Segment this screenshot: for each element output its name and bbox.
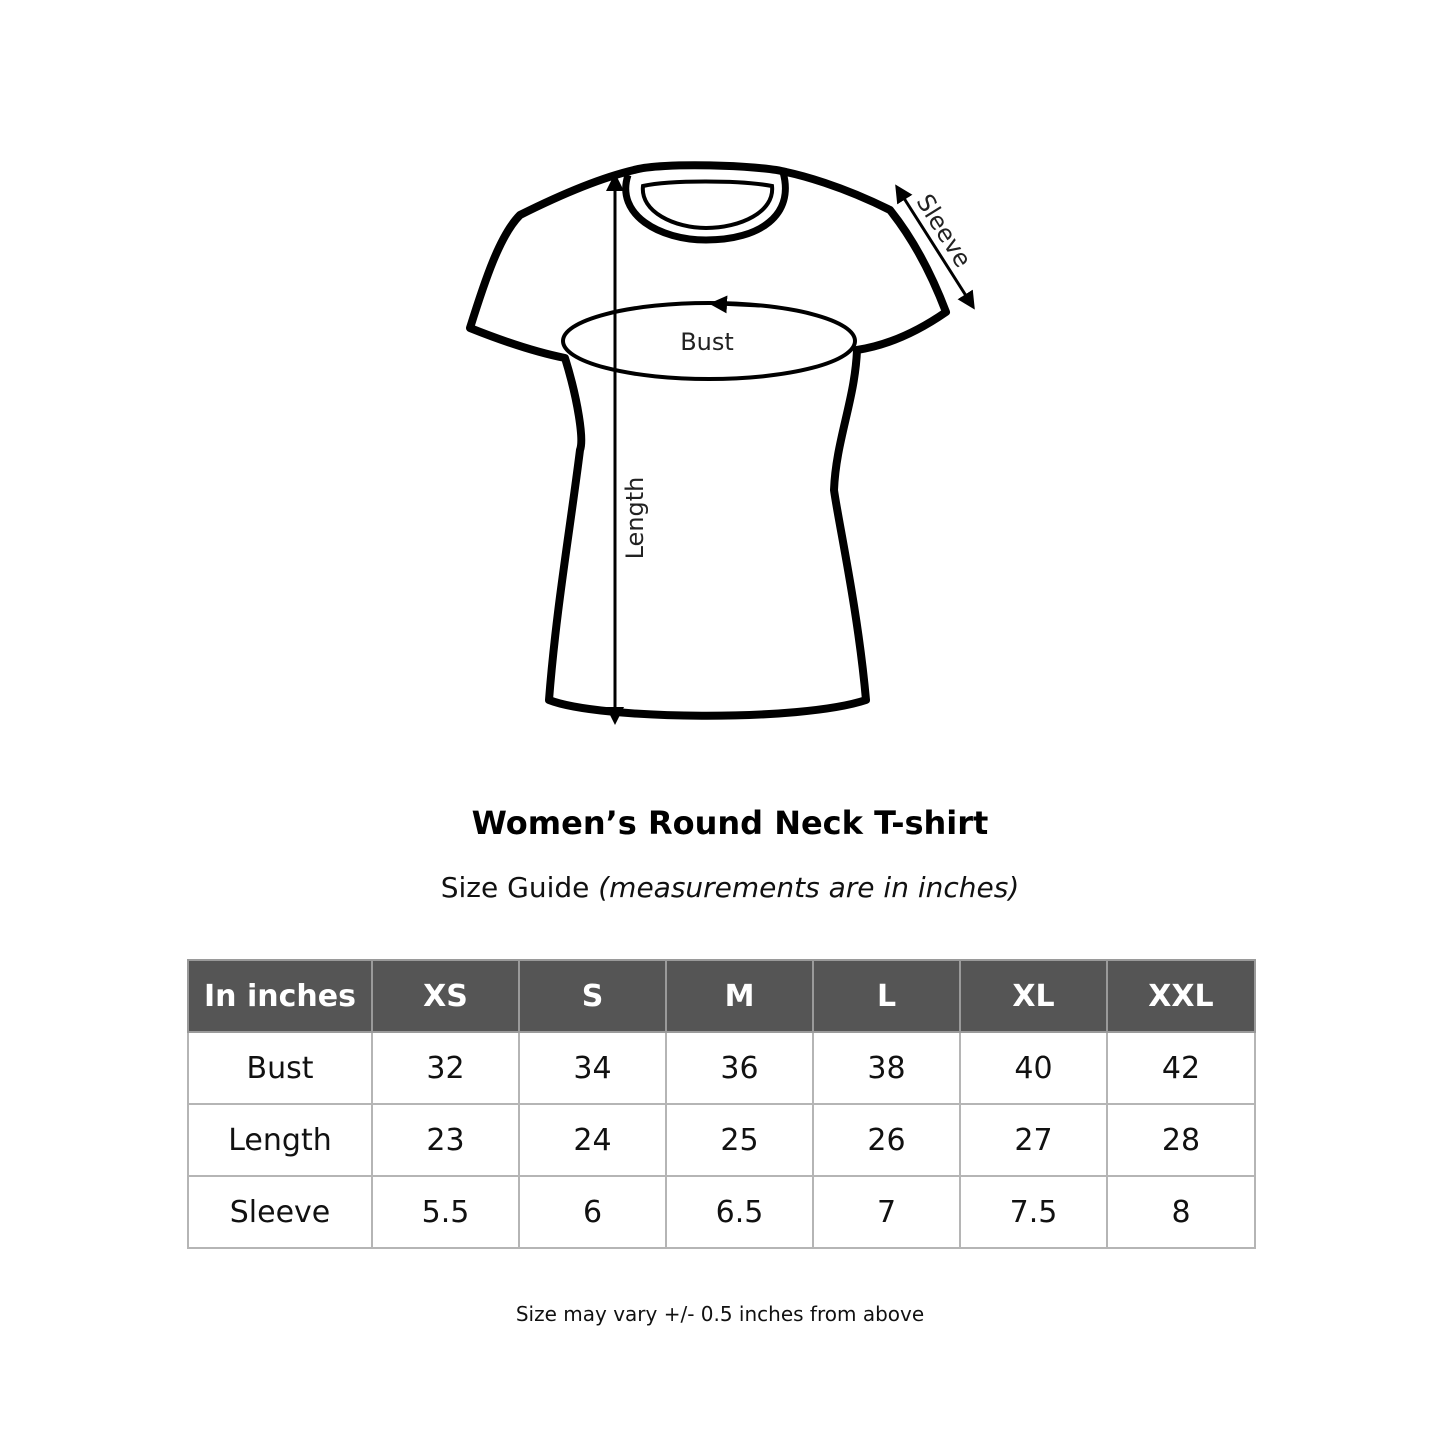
header-cell-m: M [666, 960, 813, 1032]
table-cell: 7 [813, 1176, 960, 1248]
bust-arrow [718, 304, 760, 306]
table-row [188, 1104, 1255, 1176]
length-label: Length [621, 476, 649, 560]
row-label: Length [188, 1104, 372, 1176]
tshirt-outline [470, 165, 946, 716]
page-title: Women’s Round Neck T-shirt [471, 804, 989, 842]
row-label: Bust [188, 1032, 372, 1104]
header-cell-xxl: XXL [1107, 960, 1255, 1032]
table-cell: 6.5 [666, 1176, 813, 1248]
size-table [187, 959, 1256, 1249]
table-cell: 34 [519, 1032, 666, 1104]
header-cell-l: L [813, 960, 960, 1032]
table-cell: 38 [813, 1032, 960, 1104]
footnote: Size may vary +/- 0.5 inches from above [515, 1302, 925, 1326]
table-cell: 8 [1107, 1176, 1255, 1248]
table-cell: 36 [666, 1032, 813, 1104]
table-cell: 23 [372, 1104, 519, 1176]
header-cell-unit: In inches [188, 960, 372, 1032]
table-cell: 42 [1107, 1032, 1255, 1104]
table-cell: 32 [372, 1032, 519, 1104]
table-cell: 28 [1107, 1104, 1255, 1176]
subtitle-main: Size Guide [440, 871, 599, 904]
table-cell: 26 [813, 1104, 960, 1176]
header-cell-s: S [519, 960, 666, 1032]
bust-label: Bust [680, 328, 734, 356]
table-cell: 40 [960, 1032, 1107, 1104]
sleeve-label: Sleeve [910, 189, 977, 273]
table-cell: 25 [666, 1104, 813, 1176]
table-row [188, 1176, 1255, 1248]
table-cell: 5.5 [372, 1176, 519, 1248]
table-cell: 27 [960, 1104, 1107, 1176]
row-label: Sleeve [188, 1176, 372, 1248]
subtitle-note: (measurements are in inches) [598, 871, 1020, 904]
header-cell-xl: XL [960, 960, 1107, 1032]
table-cell: 6 [519, 1176, 666, 1248]
table-cell: 7.5 [960, 1176, 1107, 1248]
table-row [188, 1032, 1255, 1104]
table-header-row [188, 960, 1255, 1032]
table-cell: 24 [519, 1104, 666, 1176]
header-cell-xs: XS [372, 960, 519, 1032]
subtitle [0, 871, 1445, 904]
collar-inner [643, 182, 772, 229]
